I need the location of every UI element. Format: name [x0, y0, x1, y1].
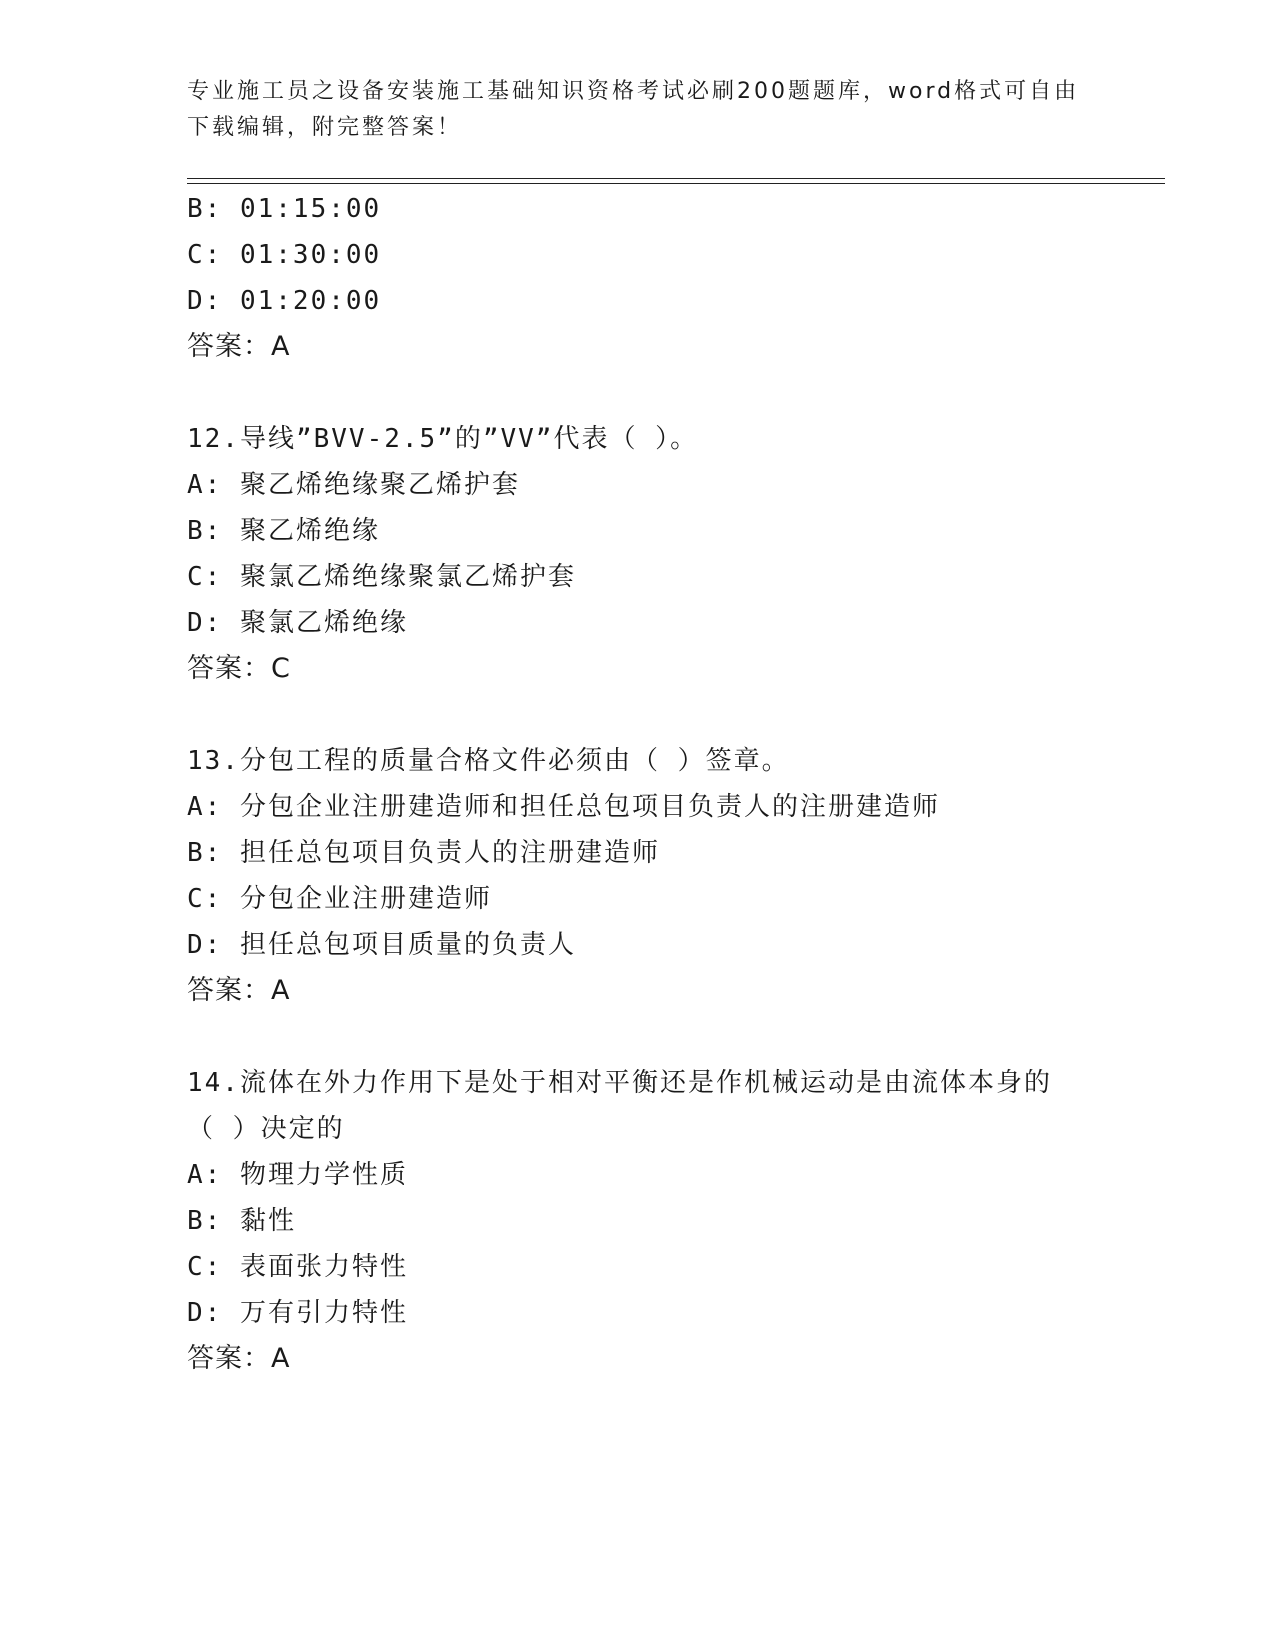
option-a: A: 分包企业注册建造师和担任总包项目负责人的注册建造师: [187, 792, 940, 822]
option-d: D: 聚氯乙烯绝缘: [187, 608, 408, 638]
option-b: B: 聚乙烯绝缘: [187, 516, 380, 546]
question-12: [187, 416, 1187, 692]
answer-line: 答案：A: [187, 975, 291, 1006]
question-stem: 13.分包工程的质量合格文件必须由（ ）签章。: [187, 746, 790, 776]
header-title-line-2: 下载编辑，附完整答案！: [187, 115, 463, 140]
option-b: B: 01:15:00: [187, 194, 382, 224]
option-d: D: 担任总包项目质量的负责人: [187, 930, 576, 960]
answer-line: 答案：A: [187, 331, 291, 362]
question-14: [187, 1060, 1187, 1382]
question-list: [187, 186, 1187, 1382]
option-c: C: 分包企业注册建造师: [187, 884, 492, 914]
question-11-continued: [187, 186, 1187, 370]
option-a: A: 聚乙烯绝缘聚乙烯护套: [187, 470, 520, 500]
answer-line: 答案：A: [187, 1343, 291, 1374]
option-d: D: 01:20:00: [187, 286, 382, 316]
option-c: C: 聚氯乙烯绝缘聚氯乙烯护套: [187, 562, 576, 592]
option-b: B: 担任总包项目负责人的注册建造师: [187, 838, 660, 868]
header-title-line-1: 专业施工员之设备安装施工基础知识资格考试必刷200题题库，word格式可自由: [187, 79, 1080, 104]
option-a: A: 物理力学性质: [187, 1160, 408, 1190]
question-stem-line-2: （ ）决定的: [187, 1114, 345, 1144]
question-stem-line-1: 14.流体在外力作用下是处于相对平衡还是作机械运动是由流体本身的: [187, 1068, 1052, 1098]
question-stem: 12.导线”BVV-2.5”的”VV”代表（ ）。: [187, 424, 699, 454]
option-b: B: 黏性: [187, 1206, 296, 1236]
header-divider-top: [187, 178, 1165, 179]
option-d: D: 万有引力特性: [187, 1298, 408, 1328]
page-header: [187, 74, 1087, 146]
header-divider-bottom: [187, 183, 1165, 184]
question-13: [187, 738, 1187, 1014]
answer-line: 答案：C: [187, 653, 291, 684]
option-c: C: 表面张力特性: [187, 1252, 408, 1282]
option-c: C: 01:30:00: [187, 240, 382, 270]
